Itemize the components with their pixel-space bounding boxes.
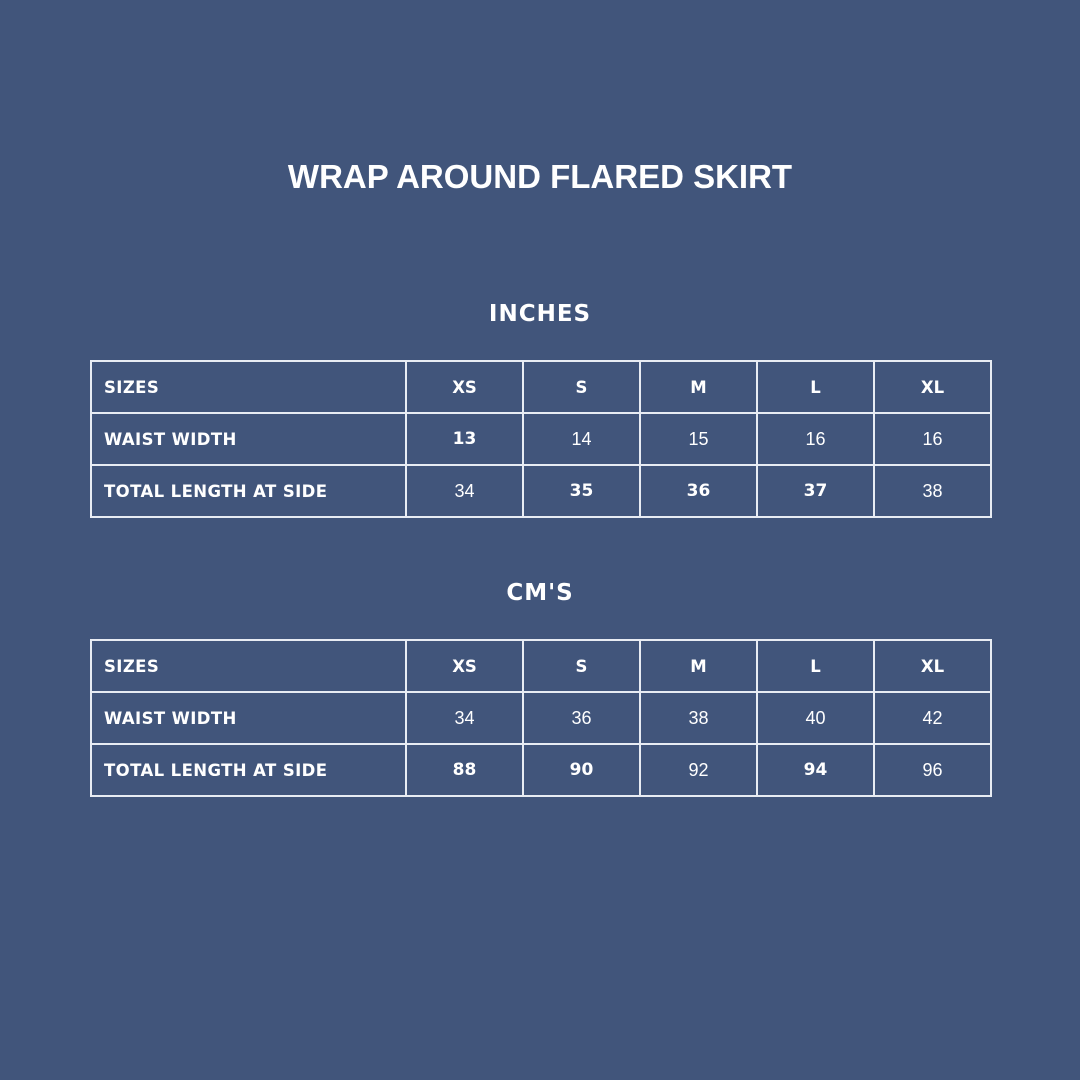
table-cell: 13 (406, 413, 523, 465)
size-header-l: L (757, 640, 874, 692)
size-header-xl: XL (874, 361, 991, 413)
row-label: TOTAL LENGTH AT SIDE (91, 744, 406, 796)
row-label: TOTAL LENGTH AT SIDE (91, 465, 406, 517)
table-cell: 94 (757, 744, 874, 796)
inches-size-table (90, 360, 992, 518)
size-header-xs: XS (406, 361, 523, 413)
table-cell: 35 (523, 465, 640, 517)
size-header-xl: XL (874, 640, 991, 692)
table-cell: 36 (523, 692, 640, 744)
cms-size-table (90, 639, 992, 797)
table-cell: 16 (874, 413, 991, 465)
table-cell: 38 (640, 692, 757, 744)
table-cell: 40 (757, 692, 874, 744)
table-cell: 42 (874, 692, 991, 744)
size-header-l: L (757, 361, 874, 413)
table-cell: 34 (406, 465, 523, 517)
table-cell: 88 (406, 744, 523, 796)
inches-heading: INCHES (488, 301, 592, 327)
table-row-waist-width (91, 692, 991, 744)
cms-heading: CM'S (506, 580, 574, 606)
table-cell: 36 (640, 465, 757, 517)
table-cell: 38 (874, 465, 991, 517)
row-label: WAIST WIDTH (91, 692, 406, 744)
size-header-m: M (640, 361, 757, 413)
table-cell: 96 (874, 744, 991, 796)
table-row-sizes (91, 361, 991, 413)
size-header-s: S (523, 361, 640, 413)
row-label: SIZES (91, 361, 406, 413)
table-row-waist-width (91, 413, 991, 465)
table-row-total-length (91, 465, 991, 517)
table-row-sizes (91, 640, 991, 692)
page-title: WRAP AROUND FLARED SKIRT (287, 158, 793, 195)
size-header-xs: XS (406, 640, 523, 692)
table-cell: 92 (640, 744, 757, 796)
table-cell: 37 (757, 465, 874, 517)
table-cell: 16 (757, 413, 874, 465)
table-cell: 90 (523, 744, 640, 796)
table-cell: 15 (640, 413, 757, 465)
row-label: WAIST WIDTH (91, 413, 406, 465)
row-label: SIZES (91, 640, 406, 692)
table-cell: 34 (406, 692, 523, 744)
size-header-m: M (640, 640, 757, 692)
table-cell: 14 (523, 413, 640, 465)
table-row-total-length (91, 744, 991, 796)
size-header-s: S (523, 640, 640, 692)
